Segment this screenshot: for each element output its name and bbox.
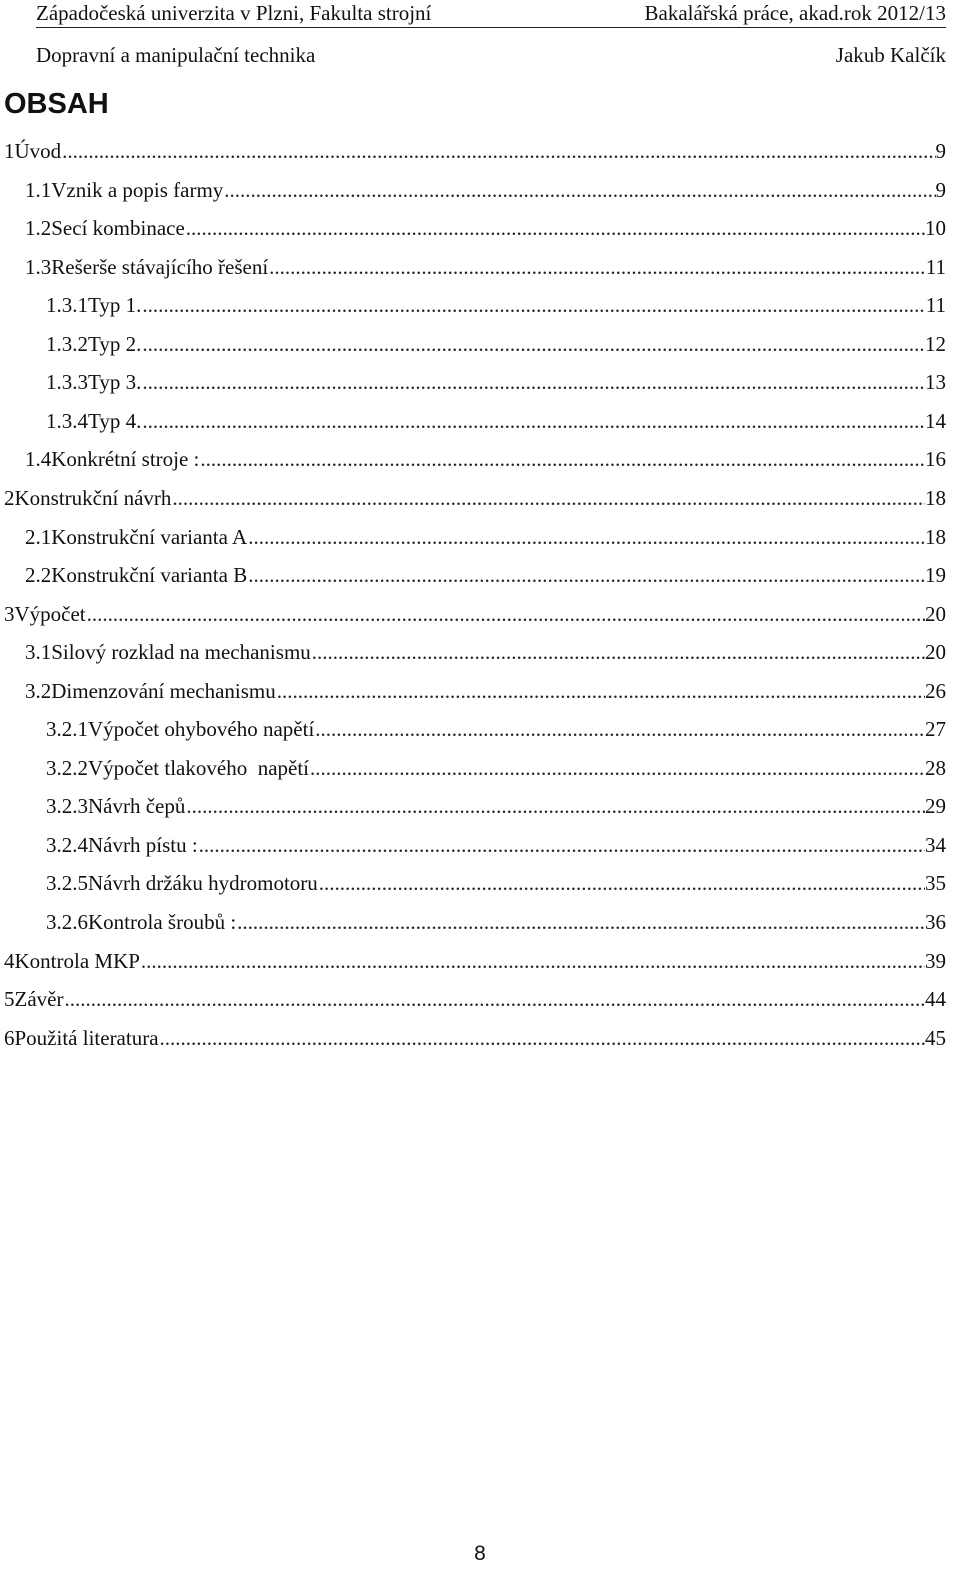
toc-entry-number: 2.2: [25, 563, 52, 587]
toc-entry-page: 11: [925, 255, 946, 279]
toc-dot-leader: [185, 792, 925, 820]
toc-entry-label: Výpočet tlakového napětí: [88, 756, 310, 780]
toc-entry-number: 5: [4, 987, 15, 1011]
toc-entry-label: Návrh pístu :: [88, 833, 198, 857]
toc-dot-leader: [314, 715, 925, 743]
toc-entry[interactable]: [25, 638, 946, 666]
toc-entry-number: 1.3.2: [46, 332, 88, 356]
toc-dot-leader: [140, 947, 925, 975]
toc-entry[interactable]: [46, 368, 946, 396]
toc-entry-page: 16: [925, 447, 946, 471]
toc-entry-page: 26: [925, 679, 946, 703]
toc-entry[interactable]: [46, 908, 946, 936]
toc-entry[interactable]: [46, 407, 946, 435]
toc-dot-leader: [247, 523, 925, 551]
toc-entry-label: Typ 1.: [88, 293, 142, 317]
toc-entry[interactable]: [46, 831, 946, 859]
toc-entry-page: 20: [925, 602, 946, 626]
toc-entry[interactable]: [4, 484, 946, 512]
toc-entry-label: Závěr: [14, 987, 64, 1011]
toc-entry-page: 11: [925, 293, 946, 317]
toc-entry-number: 1.3.3: [46, 370, 88, 394]
toc-entry-label: Dimenzování mechanismu: [51, 679, 276, 703]
running-header-top: [36, 0, 946, 26]
toc-entry-label: Použitá literatura: [14, 1026, 159, 1050]
toc-entry-page: 27: [925, 717, 946, 741]
toc-dot-leader: [198, 831, 925, 859]
toc-entry-page: 28: [925, 756, 946, 780]
header-divider: [36, 27, 946, 28]
header-university: Západočeská univerzita v Plzni, Fakulta strojní: [36, 1, 432, 25]
toc-entry-label: Kontrola šroubů :: [88, 910, 237, 934]
toc-entry[interactable]: [46, 291, 946, 319]
toc-entry[interactable]: [46, 754, 946, 782]
header-thesis-info: Bakalářská práce, akad.rok 2012/13: [644, 1, 946, 25]
toc-dot-leader: [141, 330, 925, 358]
toc-entry[interactable]: [25, 253, 946, 281]
toc-entry-page: 36: [925, 910, 946, 934]
toc-entry[interactable]: [4, 600, 946, 628]
page-number: 8: [474, 1542, 486, 1565]
toc-entry[interactable]: [46, 715, 946, 743]
toc-dot-leader: [86, 600, 925, 628]
toc-entry-page: 10: [925, 216, 946, 240]
toc-dot-leader: [268, 253, 926, 281]
toc-entry-page: 9: [935, 178, 946, 202]
toc-dot-leader: [185, 214, 925, 242]
toc-dot-leader: [223, 176, 935, 204]
toc-entry-page: 9: [935, 139, 946, 163]
toc-entry-number: 1: [4, 139, 15, 163]
toc-dot-leader: [309, 754, 925, 782]
toc-entry-number: 3: [4, 602, 15, 626]
toc-entry-label: Výpočet ohybového napětí: [88, 717, 315, 741]
toc-entry-number: 3.2.6: [46, 910, 88, 934]
toc-entry-number: 3.2.4: [46, 833, 88, 857]
header-department: Dopravní a manipulační technika: [36, 43, 316, 67]
toc-entry-label: Návrh čepů: [88, 794, 186, 818]
toc-entry[interactable]: [4, 1024, 946, 1052]
toc-entry-number: 1.2: [25, 216, 52, 240]
toc-dot-leader: [141, 407, 925, 435]
toc-entry-page: 35: [925, 871, 946, 895]
running-header-bottom: [36, 42, 946, 68]
toc-dot-leader: [276, 677, 925, 705]
toc-entry[interactable]: [25, 214, 946, 242]
toc-entry-page: 34: [925, 833, 946, 857]
toc-entry-number: 2: [4, 486, 15, 510]
toc-entry[interactable]: [25, 523, 946, 551]
toc-entry[interactable]: [46, 869, 946, 897]
toc-entry-number: 2.1: [25, 525, 52, 549]
toc-entry[interactable]: [4, 947, 946, 975]
toc-entry-number: 4: [4, 949, 15, 973]
toc-entry[interactable]: [25, 561, 946, 589]
toc-entry-label: Konkrétní stroje :: [51, 447, 200, 471]
header-author: Jakub Kalčík: [835, 43, 946, 67]
toc-entry[interactable]: [25, 677, 946, 705]
toc-entry-number: 6: [4, 1026, 15, 1050]
toc-entry-label: Silový rozklad na mechanismu: [51, 640, 311, 664]
toc-entry-label: Konstrukční varianta B: [51, 563, 248, 587]
page-title: OBSAH: [4, 88, 109, 120]
toc-entry[interactable]: [25, 176, 946, 204]
toc-entry-number: 3.2.2: [46, 756, 88, 780]
toc-dot-leader: [236, 908, 925, 936]
toc-dot-leader: [159, 1024, 925, 1052]
toc-entry-label: Typ 3.: [88, 370, 142, 394]
toc-dot-leader: [318, 869, 925, 897]
toc-entry-number: 1.4: [25, 447, 52, 471]
toc-entry-label: Konstrukční návrh: [14, 486, 172, 510]
toc-dot-leader: [311, 638, 925, 666]
toc-entry-page: 45: [925, 1026, 946, 1050]
toc-entry-label: Typ 2.: [88, 332, 142, 356]
toc-entry-page: 20: [925, 640, 946, 664]
toc-entry-label: Rešerše stávajícího řešení: [51, 255, 269, 279]
toc-entry-number: 1.3: [25, 255, 52, 279]
toc-entry[interactable]: [4, 985, 946, 1013]
toc-entry-page: 19: [925, 563, 946, 587]
toc-entry-label: Návrh držáku hydromotoru: [88, 871, 318, 895]
toc-entry-number: 1.3.1: [46, 293, 88, 317]
toc-entry-label: Úvod: [14, 139, 62, 163]
toc-entry-page: 29: [925, 794, 946, 818]
toc-entry-page: 12: [925, 332, 946, 356]
toc-entry-label: Typ 4.: [88, 409, 142, 433]
toc-entry-label: Vznik a popis farmy: [51, 178, 224, 202]
toc-entry-page: 39: [925, 949, 946, 973]
toc-entry-number: 3.2.1: [46, 717, 88, 741]
toc-dot-leader: [247, 561, 925, 589]
toc-entry-page: 14: [925, 409, 946, 433]
toc-entry-number: 3.2: [25, 679, 52, 703]
toc-dot-leader: [61, 137, 935, 165]
toc-entry-number: 3.2.3: [46, 794, 88, 818]
toc-entry-number: 1.1: [25, 178, 52, 202]
toc-entry[interactable]: [25, 445, 946, 473]
toc-entry-label: Kontrola MKP: [14, 949, 140, 973]
toc-dot-leader: [63, 985, 925, 1013]
toc-entry-page: 44: [925, 987, 946, 1011]
toc-entry-number: 3.2.5: [46, 871, 88, 895]
toc-dot-leader: [199, 445, 925, 473]
toc-dot-leader: [141, 291, 925, 319]
toc-entry-label: Konstrukční varianta A: [51, 525, 248, 549]
toc-entry[interactable]: [46, 792, 946, 820]
toc-entry-page: 13: [925, 370, 946, 394]
toc-entry-page: 18: [925, 525, 946, 549]
toc-entry-number: 3.1: [25, 640, 52, 664]
toc-dot-leader: [141, 368, 925, 396]
toc-dot-leader: [171, 484, 925, 512]
toc-entry-label: Výpočet: [14, 602, 86, 626]
toc-entry-number: 1.3.4: [46, 409, 88, 433]
toc-entry-page: 18: [925, 486, 946, 510]
toc-entry-label: Secí kombinace: [51, 216, 185, 240]
toc-entry[interactable]: [4, 137, 946, 165]
toc-entry[interactable]: [46, 330, 946, 358]
